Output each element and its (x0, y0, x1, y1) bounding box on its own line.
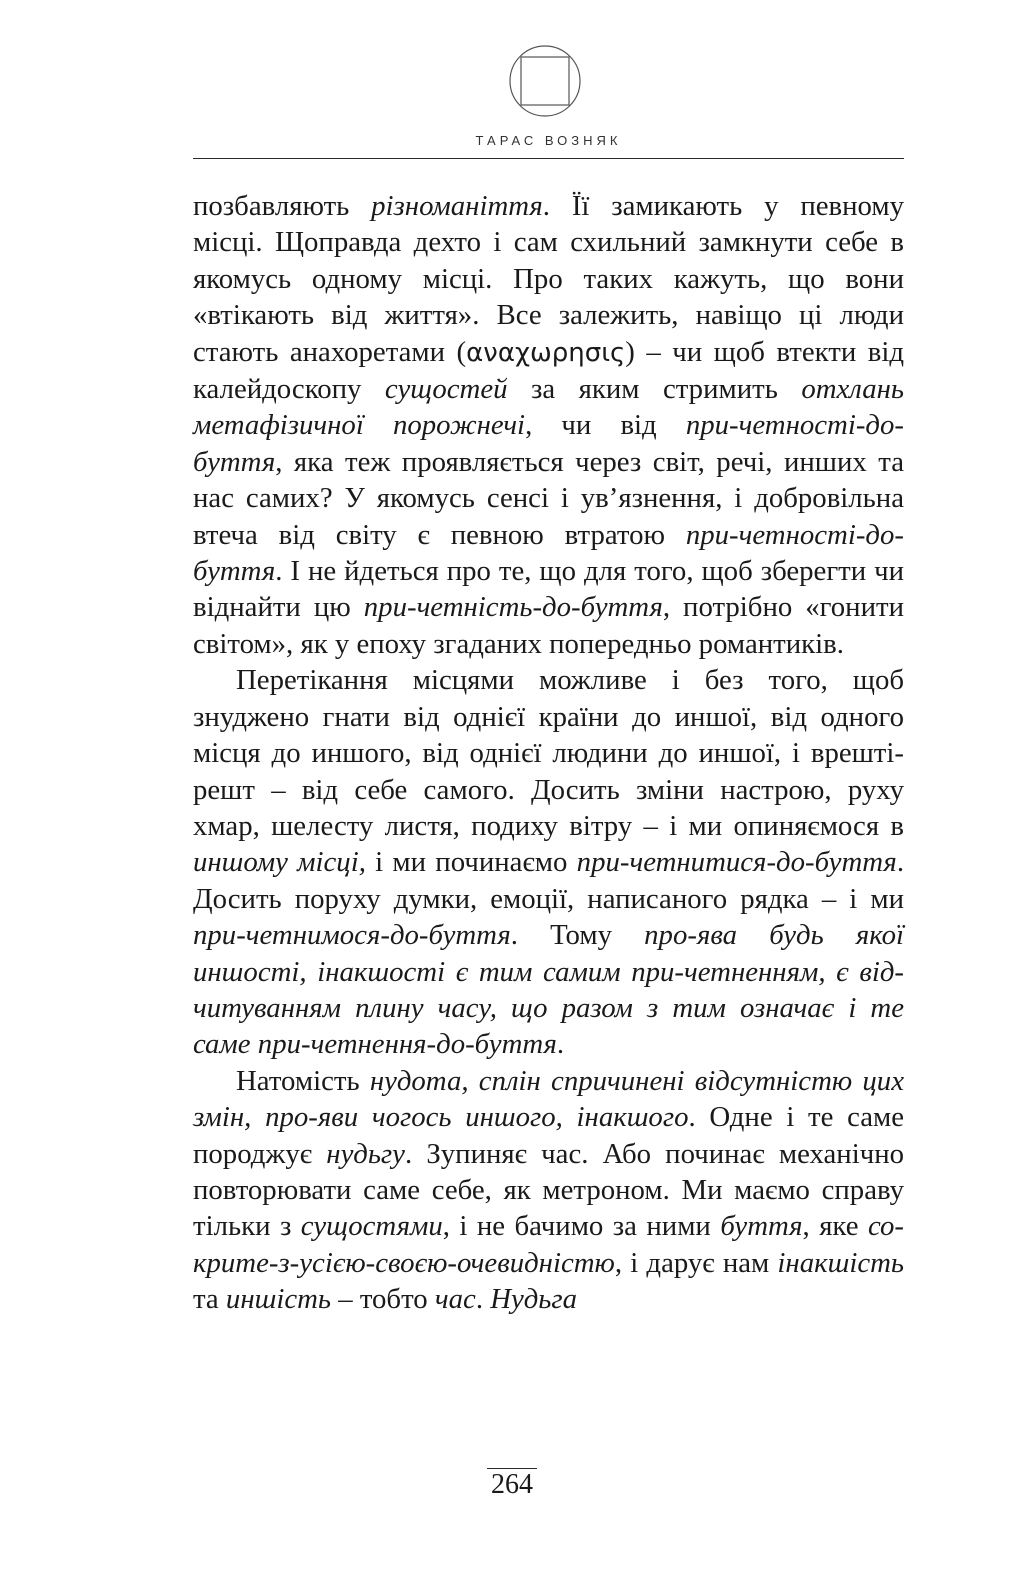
text-span: за яким стримить (507, 373, 802, 406)
circle-square-emblem-icon (508, 44, 582, 118)
italic-span: со-крите-з-усією-своєю-очевидністю (193, 1210, 905, 1279)
text-span: . Досить поруху думки, емоції, написаного рядка – і ми (193, 846, 905, 915)
text-span: , і дарує нам (614, 1246, 778, 1279)
greek-term: αναχωρησις (466, 337, 626, 368)
italic-span: при-четнимося-до-буття (193, 919, 511, 952)
text-span: Перетікання місцями можливе і без того, щоб знуджено гнати від однієї країни до иншої, від одного місця до иншого, від однієї людини до иншої, і врешті-решт – від себе самого. Досить зміни настрою, руху хмар, шелесту листя, подиху вітру – і ми опиняємося в (193, 664, 904, 842)
body-text (193, 188, 904, 1318)
italic-span: Нудьга (490, 1283, 578, 1316)
italic-span: нудьгу (326, 1137, 405, 1170)
text-span: , яке (802, 1210, 868, 1243)
text-span: . Її замикають у певному місці. Щоправда дехто і сам схильний замкнути себе в якомусь одному місці. Про таких кажуть, що вони «втікають від життя». Все залежить, навіщо ці люди стають анахоретами ( (193, 190, 904, 368)
text-span: , яка теж проявляється через світ, речі, инших та нас самих? У якомусь сенсі і ув’язнення, і добровільна втеча від світу є певною втратою (193, 445, 904, 551)
text-span: Натомість (236, 1064, 370, 1097)
italic-span: різноманіття (371, 190, 543, 222)
text-span: – тобто (331, 1283, 435, 1316)
running-head-author: ТАРАС ВОЗНЯК (475, 133, 622, 148)
text-span: позбавляють (193, 190, 372, 222)
italic-span: нудота, сплін спричинені відсутністю цих змін, про-яви чогось иншого, інакшого (193, 1064, 904, 1134)
italic-span: при-четнитися-до-буття (576, 846, 897, 879)
italic-span: иншість (225, 1283, 332, 1316)
italic-span: інакшість (777, 1246, 904, 1279)
header-rule (193, 158, 904, 159)
running-header (0, 0, 1024, 170)
paragraph-3 (193, 1063, 904, 1318)
italic-span: иншому місці, (193, 846, 366, 879)
text-span: . Одне і те саме породжує (193, 1101, 904, 1170)
italic-span: отхлань метафізичної порожнечі (193, 373, 904, 442)
page-number-value: 264 (487, 1468, 537, 1500)
italic-span: час (434, 1283, 476, 1316)
italic-span: буття (720, 1210, 803, 1243)
page-number (0, 1469, 1024, 1501)
italic-span: про-ява будь якої иншості, інакшості є тим самим при-четненням, є від-читуванням плину часу, що разом з тим означає і те саме при-четнення-до-буття (193, 919, 904, 1061)
text-span: . Зупиняє час. Або починає механічно повторювати саме себе, як метроном. Ми маємо справу тільки з (193, 1137, 904, 1243)
italic-span: сущостей (384, 373, 508, 406)
italic-span: сущостями (300, 1210, 443, 1243)
text-span: і ми починаємо (365, 846, 577, 879)
paragraph-1 (193, 188, 904, 662)
text-span: та (193, 1283, 226, 1316)
italic-span: при-четності-до-буття (193, 409, 904, 478)
text-span: , чи від (525, 409, 686, 442)
paragraph-2 (193, 662, 904, 1062)
text-span: , потрібно «гонити світом», як у епоху згаданих попередньо романтиків. (193, 591, 904, 660)
italic-span: при-четності-до-буття (193, 518, 904, 588)
text-span: , і не бачимо за ними (442, 1210, 721, 1243)
text-span: . (556, 1028, 565, 1061)
text-span: . Тому (510, 919, 645, 952)
text-span: . І не йдеться про те, що для того, щоб зберегти чи віднайти цю (193, 555, 904, 624)
italic-span: при-четність-до-буття (363, 591, 663, 624)
text-span: ) – чи щоб втекти від калейдоскопу (193, 335, 904, 406)
text-span: . (475, 1283, 491, 1316)
